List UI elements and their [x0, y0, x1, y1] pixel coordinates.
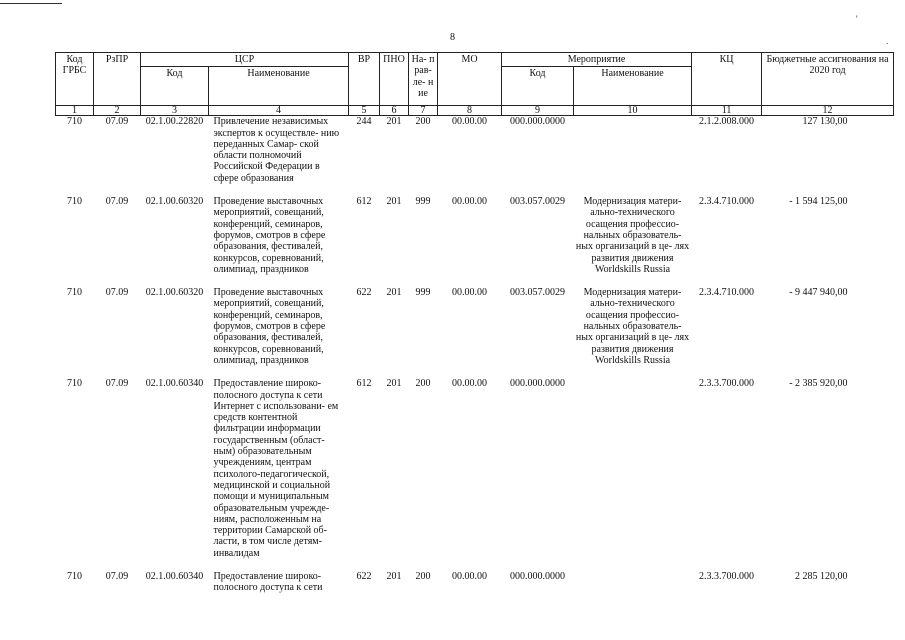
cell-rzpr: 07.09 — [105, 196, 129, 208]
cell-grbs: 710 — [67, 116, 82, 128]
cell-csr: 02.1.00.60320 — [145, 287, 204, 299]
col-number: 4 — [209, 106, 349, 116]
budget-table — [55, 52, 894, 594]
cell-napr: 999 — [415, 196, 431, 208]
cell-name: Привлечение независимых экспертов к осуществле- нию переданных Самар- ской области полномочий Российской Федерации в сфере образования — [213, 116, 340, 184]
header-napravlenie: На- прав- ле- ние — [409, 53, 438, 106]
cell-pno: 201 — [386, 196, 402, 208]
col-number: 8 — [438, 106, 502, 116]
table-row — [56, 287, 894, 378]
header-kc: КЦ — [692, 53, 762, 106]
col-number: 2 — [94, 106, 141, 116]
cell-rzpr: 07.09 — [105, 287, 129, 299]
col-number: 1 — [56, 106, 94, 116]
cell-mer-name — [574, 571, 692, 594]
cell-kc: 2.1.2.008.000 — [699, 116, 755, 128]
header-mo: МО — [438, 53, 502, 106]
cell-amount: - 9 447 940,00 — [789, 287, 848, 299]
cell-mo: 00.00.00 — [452, 196, 488, 208]
cell-rzpr: 07.09 — [105, 570, 129, 582]
cell-kc: 2.3.4.710.000 — [699, 196, 755, 208]
col-number: 11 — [692, 106, 762, 116]
column-number-row — [56, 106, 894, 116]
cell-mer-name — [574, 116, 692, 196]
cell-name: Предоставление широко- полосного доступа к сети Интернет с использовани- ем средств контентной фильтрации информации государственным (област- ным) образовательным учреждениям, центрам психолого-педагогической, медицинской и социальной помощи и муниципальным образовательным учрежде- ниям, расположенным на территории Самарской об- ласти, в том числе детям- инвалидам — [213, 378, 339, 559]
cell-mo: 00.00.00 — [452, 378, 488, 390]
cell-grbs: 710 — [67, 287, 82, 299]
cell-mer-kod: 000.000.0000 — [510, 116, 566, 128]
cell-mo: 00.00.00 — [452, 116, 488, 128]
table-row — [56, 116, 894, 196]
cell-csr: 02.1.00.60340 — [145, 570, 204, 582]
header-rzpr: РзПР — [94, 53, 141, 106]
cell-mer-kod: 003.057.0029 — [510, 287, 566, 299]
cell-pno: 201 — [386, 378, 402, 390]
cell-csr: 02.1.00.60320 — [145, 196, 204, 208]
cell-pno: 201 — [386, 287, 402, 299]
cell-csr: 02.1.00.60340 — [145, 378, 204, 390]
scan-speck: . — [886, 36, 889, 46]
table-row — [56, 196, 894, 287]
cell-kc: 2.3.3.700.000 — [699, 378, 755, 390]
cell-name: Проведение выставочных мероприятий, совещаний, конференций, семинаров, форумов, смотров в сфере образования, фестивалей, конкурсов, соревнований, олимпиад, праздников — [213, 287, 326, 366]
top-edge-line — [0, 3, 62, 4]
cell-mer-kod: 000.000.0000 — [510, 378, 566, 390]
cell-napr: 200 — [415, 116, 431, 128]
cell-grbs: 710 — [67, 196, 82, 208]
col-number: 3 — [141, 106, 209, 116]
cell-rzpr: 07.09 — [105, 116, 129, 128]
col-number: 5 — [349, 106, 380, 116]
cell-kc: 2.3.3.700.000 — [699, 570, 755, 582]
col-number: 6 — [380, 106, 409, 116]
cell-napr: 999 — [415, 287, 431, 299]
cell-grbs: 710 — [67, 570, 82, 582]
cell-csr: 02.1.00.22820 — [145, 116, 204, 128]
cell-pno: 201 — [386, 570, 402, 582]
header-kod-grbs: Код ГРБС — [56, 53, 94, 106]
cell-mer-name: Модернизация матери- ально-технического осащения профессио- нальных образователь- ных организаций в це- лях развития движения Worldskills Russia — [575, 196, 690, 275]
header-vr: ВР — [349, 53, 380, 106]
cell-napr: 200 — [415, 570, 431, 582]
cell-name: Проведение выставочных мероприятий, совещаний, конференций, семинаров, форумов, смотров в сфере образования, фестивалей, конкурсов, соревнований, олимпиад, праздников — [213, 196, 326, 275]
cell-mer-name: Модернизация матери- ально-технического осащения профессио- нальных образователь- ных организаций в це- лях развития движения Worldskills Russia — [575, 287, 690, 366]
col-number: 7 — [409, 106, 438, 116]
cell-amount: 2 285 120,00 — [795, 570, 848, 582]
cell-mer-kod: 000.000.0000 — [510, 570, 566, 582]
cell-napr: 200 — [415, 378, 431, 390]
cell-grbs: 710 — [67, 378, 82, 390]
header-meropr-name: Наименование — [574, 67, 692, 106]
cell-name: Предоставление широко- полосного доступа к сети — [213, 570, 323, 594]
col-number: 12 — [762, 106, 894, 116]
cell-vr: 622 — [356, 570, 372, 582]
cell-mer-kod: 003.057.0029 — [510, 196, 566, 208]
cell-vr: 612 — [356, 378, 372, 390]
cell-mer-name — [574, 378, 692, 571]
cell-mo: 00.00.00 — [452, 287, 488, 299]
col-number: 10 — [574, 106, 692, 116]
header-csr: ЦСР — [141, 53, 349, 67]
col-number: 9 — [502, 106, 574, 116]
header-meropr-kod: Код — [502, 67, 574, 106]
cell-vr: 622 — [356, 287, 372, 299]
header-csr-kod: Код — [141, 67, 209, 106]
cell-amount: - 2 385 920,00 — [789, 378, 848, 390]
header-meropriyatie: Мероприятие — [502, 53, 692, 67]
cell-amount: - 1 594 125,00 — [789, 196, 848, 208]
cell-rzpr: 07.09 — [105, 378, 129, 390]
cell-mo: 00.00.00 — [452, 570, 488, 582]
page-number: 8 — [450, 32, 455, 43]
header-csr-name: Наименование — [209, 67, 349, 106]
header-pno: ПНО — [380, 53, 409, 106]
cell-amount: 127 130,00 — [802, 116, 848, 128]
cell-kc: 2.3.4.710.000 — [699, 287, 755, 299]
cell-vr: 612 — [356, 196, 372, 208]
header-budget: Бюджетные ассигнования на 2020 год — [762, 53, 894, 106]
table-row — [56, 378, 894, 571]
scan-speck: ' — [856, 14, 858, 24]
table-row — [56, 571, 894, 594]
cell-vr: 244 — [356, 116, 372, 128]
cell-pno: 201 — [386, 116, 402, 128]
